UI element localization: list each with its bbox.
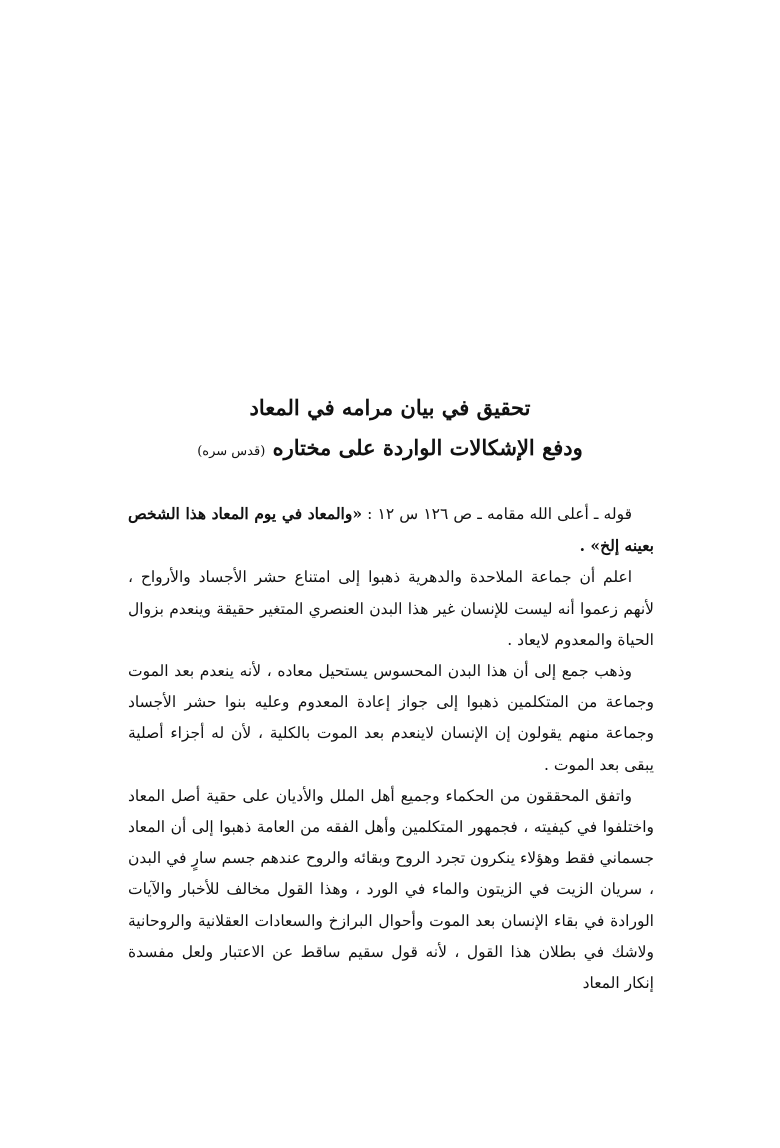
paragraph: اعلم أن جماعة الملاحدة والدهرية ذهبوا إلى امتناع حشر الأجساد والأرواح ، لأنهم زعموا أنه ليست للإنسان غير هذا البدن العنصري المتغير حقيقة وينعدم بزوال الحياة والمعدوم لايعاد . bbox=[128, 568, 654, 649]
citation-quote: «والمعاد في يوم المعاد هذا الشخص بعينه إلخ» . bbox=[128, 504, 654, 556]
heading-line-2 bbox=[0, 428, 780, 472]
citation-paragraph bbox=[128, 498, 654, 562]
paragraph: وذهب جمع إلى أن هذا البدن المحسوس يستحيل معاده ، لأنه ينعدم بعد الموت وجماعة من المتكلمين ذهبوا إلى جواز إعادة المعدوم وعليه بنوا حشر الأجساد وجماعة منهم يقولون إن الإنسان لاينعدم بعد الموت بالكلية ، لأن له أجزاء أصلية يبقى بعد الموت . bbox=[128, 662, 654, 774]
heading-honorific: (قدس سره) bbox=[197, 444, 266, 459]
paragraph: واتفق المحققون من الحكماء وجميع أهل الملل والأديان على حقية أصل المعاد واختلفوا في كيفيته ، فجمهور المتكلمين وأهل الفقه من العامة ذهبوا إلى أن المعاد جسماني فقط وهؤلاء ينكرون تجرد الروح وبقائه والروح عندهم جسم سارٍ في البدن ، سريان الزيت في الزيتون والماء في الورد ، وهذا القول مخالف للأخبار والآيات الورادة في بقاء الإنسان بعد الموت وأحوال البرازخ والسعادات العقلانية والروحانية ولاشك في بطلان هذا القول ، لأنه قول سقيم ساقط عن الاعتبار ولعل مفسدة إنكار المعاد bbox=[128, 786, 654, 993]
body-text bbox=[128, 498, 654, 999]
section-heading bbox=[0, 388, 780, 472]
heading-line-2-main: ودفع الإشكالات الواردة على مختاره bbox=[272, 435, 583, 460]
heading-line-1: تحقيق في بيان مرامه في المعاد bbox=[249, 395, 531, 420]
citation-reference: قوله ـ أعلى الله مقامه ـ ص ١٢٦ س ١٢ : bbox=[362, 505, 632, 523]
